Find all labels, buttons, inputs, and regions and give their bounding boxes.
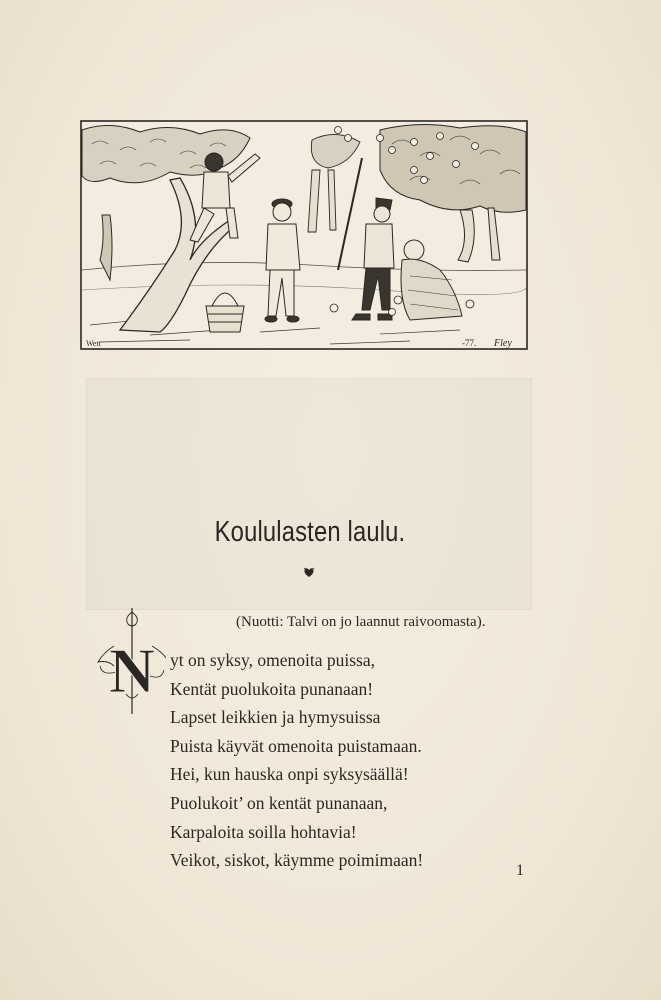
apple-picking-illustration	[80, 120, 528, 350]
page-number: 1	[516, 862, 524, 879]
date-mark: -77.	[462, 338, 477, 348]
verse-line: Hei, kun hauska onpi syksysäällä!	[170, 764, 409, 785]
artist-monogram: Wett	[86, 339, 101, 348]
verse-line: Veikot, siskot, käymme poimimaan!	[170, 850, 424, 871]
fleuron-ornament-icon	[302, 566, 316, 578]
verse-line: Lapset leikkien ja hymysuissa	[170, 707, 381, 728]
verse-line: Puolukoit’ on kentät punanaan,	[170, 792, 388, 813]
artist-signature: Fley	[494, 338, 512, 349]
verse-line: Kentät puolukoita punanaan!	[170, 678, 374, 699]
initial-letter: N	[108, 635, 156, 706]
decorated-initial	[94, 606, 166, 716]
verse-line: Puista käyvät omenoita puistamaan.	[170, 735, 422, 756]
poem-title: Koululasten laulu.	[214, 516, 406, 548]
melody-note: (Nuotti: Talvi on jo laannut raivoomasta).	[236, 614, 486, 630]
verse-line: Karpaloita soilla hohtavia!	[170, 821, 357, 842]
verse-line: yt on syksy, omenoita puissa,	[170, 650, 375, 670]
poem-verse	[170, 646, 423, 875]
